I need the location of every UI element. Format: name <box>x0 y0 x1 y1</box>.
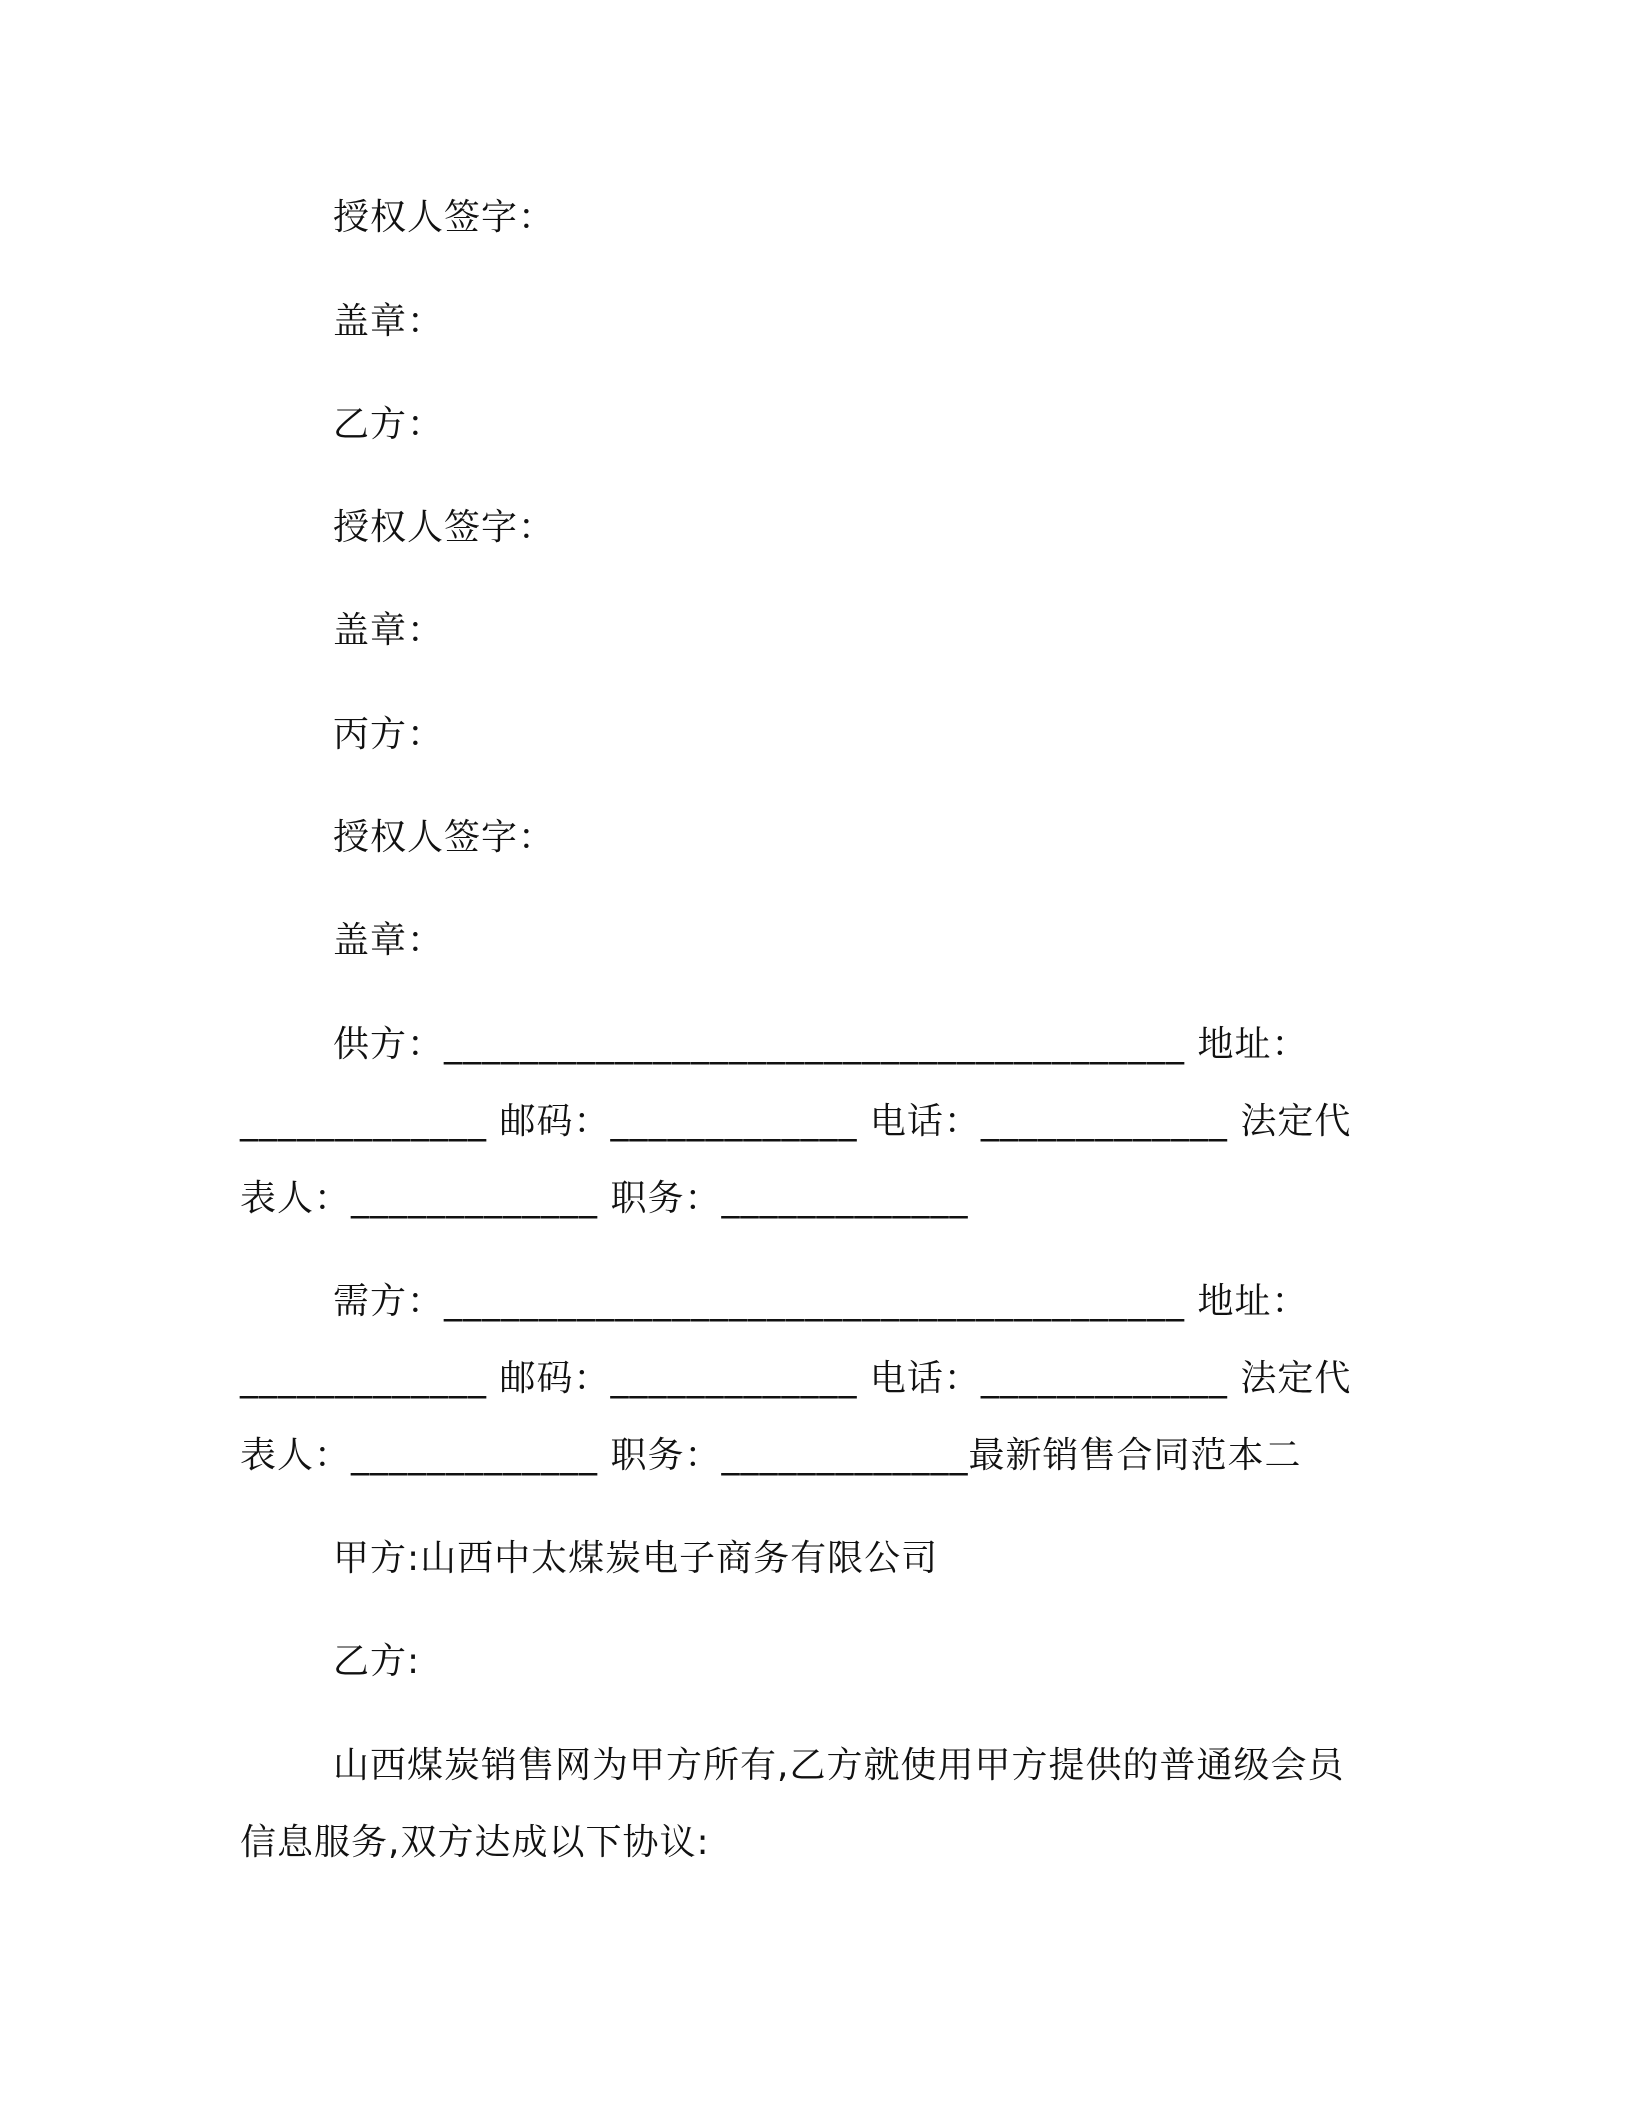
party-b-line: 乙方: <box>333 1641 421 1682</box>
authorized-signature-label-2: 授权人签字： <box>333 507 556 548</box>
supplier-contact-line: _____________ 邮码：_____________ 电话：_____________ 法定代 <box>240 1101 1352 1142</box>
seal-label-1: 盖章： <box>333 301 445 342</box>
supplier-representative-line: 表人：_____________ 职务：_____________ <box>240 1178 969 1219</box>
seal-label-2: 盖章： <box>333 610 445 651</box>
party-b-label: 乙方： <box>333 404 445 445</box>
authorized-signature-label-1: 授权人签字： <box>333 197 556 238</box>
seal-label-3: 盖章： <box>333 920 445 961</box>
buyer-representative-line: 表人：_____________ 职务：_____________最新销售合同范本二 <box>240 1435 1302 1476</box>
authorized-signature-label-3: 授权人签字： <box>333 817 556 858</box>
party-a-line: 甲方:山西中太煤炭电子商务有限公司 <box>333 1538 939 1579</box>
buyer-line: 需方：_______________________________________ 地址： <box>333 1281 1309 1322</box>
buyer-contact-line: _____________ 邮码：_____________ 电话：_____________ 法定代 <box>240 1358 1352 1399</box>
agreement-paragraph-line-1: 山西煤炭销售网为甲方所有,乙方就使用甲方提供的普通级会员 <box>333 1745 1345 1786</box>
agreement-paragraph-line-2: 信息服务,双方达成以下协议: <box>240 1822 710 1863</box>
supplier-line: 供方：_______________________________________ 地址： <box>333 1024 1309 1065</box>
party-c-label: 丙方： <box>333 714 445 755</box>
